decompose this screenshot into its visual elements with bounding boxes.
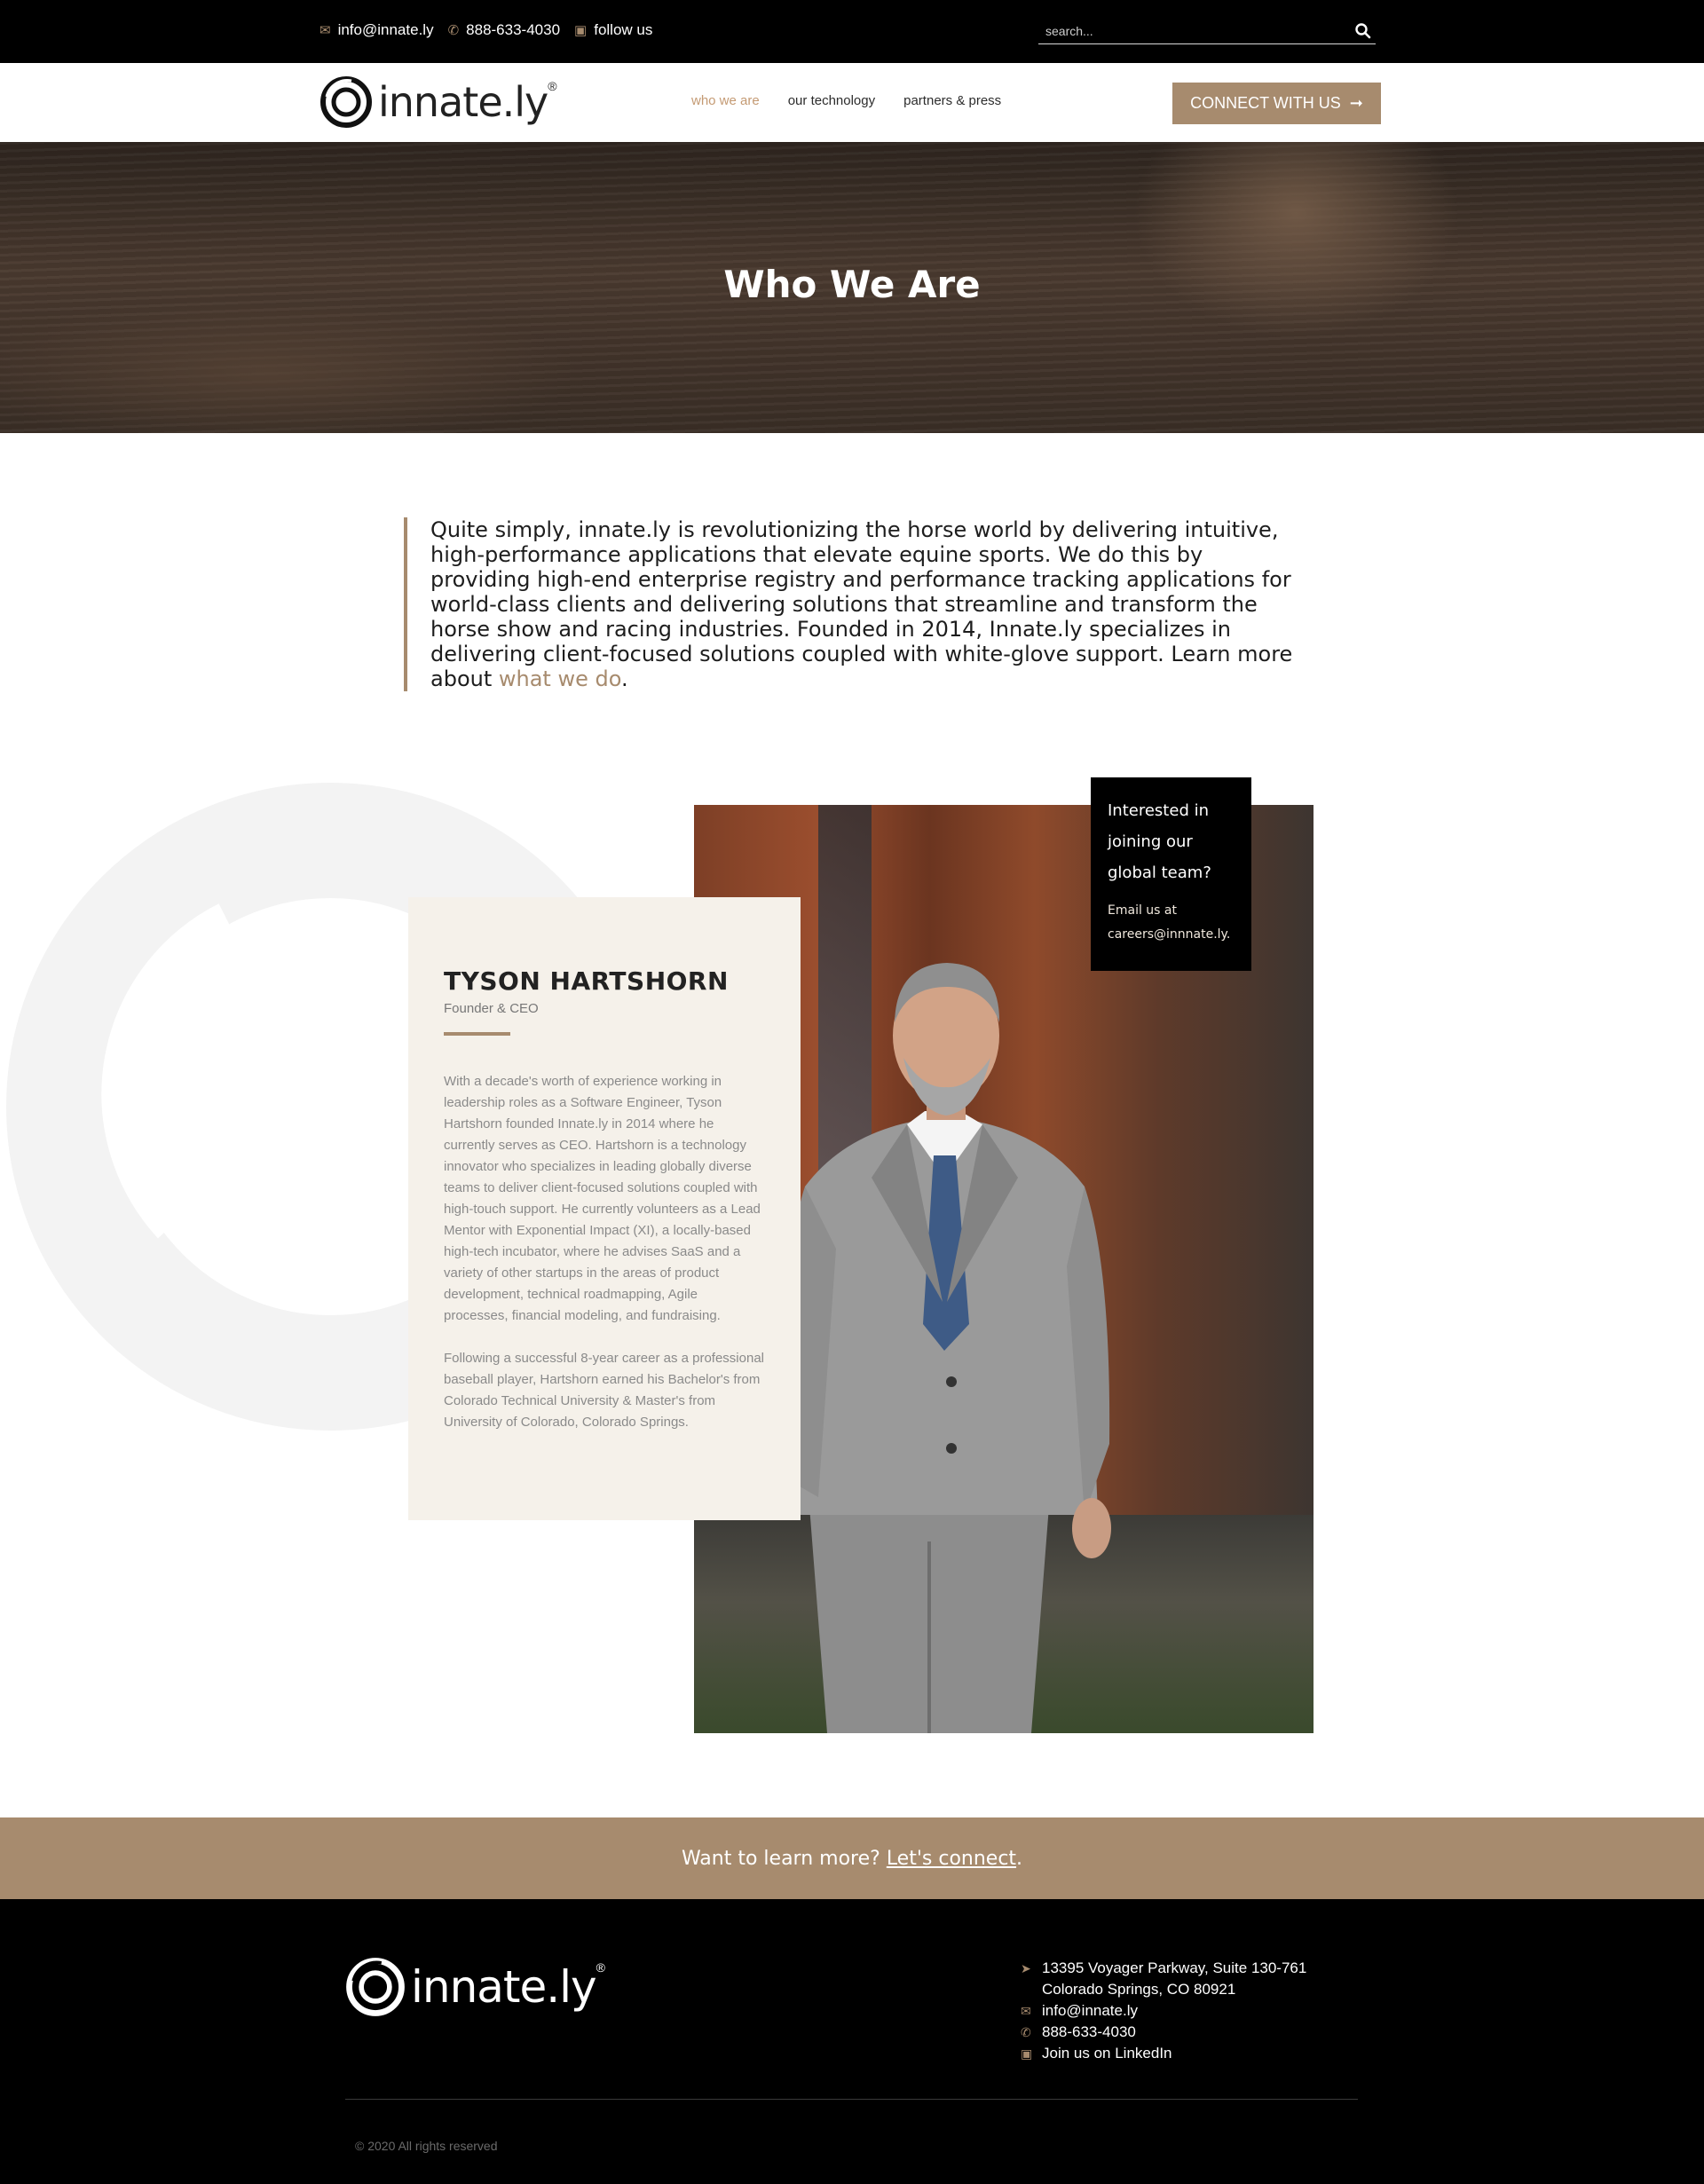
cta-band <box>0 1817 1704 1899</box>
footer-address-line-2: Colorado Springs, CO 80921 <box>1042 1981 1236 1998</box>
intro-quote <box>404 517 1309 691</box>
envelope-icon: ✉ <box>320 22 331 38</box>
footer-email-text: info@innate.ly <box>1042 2002 1138 2019</box>
bio-paragraph-2: Following a successful 8-year career as a professional baseball player, Hartshorn earned his Bachelor's from Colorado Technical University & Master's from University of Colorado, Colorado Springs. <box>444 1351 765 1430</box>
top-contact <box>320 21 652 39</box>
connect-button[interactable] <box>1172 83 1381 124</box>
footer-linkedin-link[interactable] <box>1021 2043 1306 2064</box>
logo-registered: ® <box>548 79 557 93</box>
footer-divider <box>345 2099 1358 2100</box>
search-box <box>1038 20 1376 44</box>
cta-end: . <box>1016 1847 1023 1870</box>
top-follow-link[interactable] <box>574 21 652 39</box>
footer <box>0 1899 1704 2184</box>
cta-text: Want to learn more? <box>681 1847 880 1870</box>
nav-partners-press[interactable]: partners & press <box>903 93 1002 108</box>
linkedin-icon: ▣ <box>574 22 588 38</box>
footer-phone-text: 888-633-4030 <box>1042 2023 1136 2040</box>
linkedin-icon: ▣ <box>1021 2046 1033 2061</box>
bio-paragraph-1: With a decade's worth of experience working in leadership roles as a Software Engineer, Tyson Hartshorn founded Innate.ly in 2014 where he currently serves as CEO. Hartshorn is a technology innovator who specializes in leading globally diverse teams to deliver client-focused solutions coupled with high-touch support. He currently volunteers as a Lead Mentor with Exponential Impact (XI), a locally-based high-tech incubator, where he advises SaaS and a variety of other startups in the areas of product development, technical roadmapping, Agile processes, financial modeling, and fundraising. <box>444 1074 761 1323</box>
footer-address <box>1021 1958 1306 1979</box>
footer-phone-link[interactable] <box>1021 2022 1306 2043</box>
top-phone-text: 888-633-4030 <box>466 21 561 38</box>
careers-box <box>1091 777 1251 971</box>
nav-our-technology[interactable]: our technology <box>787 93 876 108</box>
footer-address-2 <box>1021 1979 1306 2000</box>
lets-connect-link[interactable]: Let's connect <box>886 1847 1017 1870</box>
copyright: © 2020 All rights reserved <box>355 2139 498 2153</box>
spacer <box>1021 1979 1035 2000</box>
hero-banner <box>0 142 1704 433</box>
top-bar <box>0 0 1704 63</box>
founder-name: TYSON HARTSHORN <box>444 966 729 996</box>
footer-address-line-1: 13395 Voyager Parkway, Suite 130-761 <box>1042 1959 1307 1976</box>
footer-logo-registered: ® <box>596 1960 605 1975</box>
footer-contact <box>1021 1958 1306 2064</box>
top-follow-text: follow us <box>594 21 653 38</box>
logo-mark-icon <box>345 1957 406 2017</box>
page-title: Who We Are <box>723 263 981 306</box>
logo-wordmark: innate.ly <box>378 78 548 126</box>
footer-linkedin-text: Join us on LinkedIn <box>1042 2045 1172 2062</box>
phone-icon: ✆ <box>1021 2025 1031 2039</box>
what-we-do-link[interactable]: what we do <box>498 666 621 691</box>
bio-divider <box>444 1032 510 1036</box>
founder-role: Founder & CEO <box>444 1001 539 1016</box>
top-phone-link[interactable] <box>448 21 560 39</box>
intro-text: Quite simply, innate.ly is revolutionizing the horse world by delivering intuitive, high-performance applications that elevate equine sports. We do this by providing high-end enterprise registry and performance tracking applications for world-class clients and delivering solutions that streamline and transform the horse show and racing industries. Founded in 2014, Innate.ly specializes in delivering client-focused solutions coupled with white-glove support. Learn more about <box>430 517 1293 691</box>
footer-email-link[interactable] <box>1021 2000 1306 2022</box>
top-email-link[interactable] <box>320 21 434 39</box>
logo-mark-icon <box>320 75 373 129</box>
phone-icon: ✆ <box>447 22 460 38</box>
footer-logo[interactable] <box>345 1957 605 2017</box>
nav-who-we-are[interactable]: who we are <box>691 93 760 108</box>
top-email-text: info@innate.ly <box>337 21 434 38</box>
main-nav <box>0 63 1704 142</box>
search-icon[interactable] <box>1354 22 1372 40</box>
nav-links <box>691 93 1001 108</box>
envelope-icon: ✉ <box>1021 2004 1031 2018</box>
careers-question: Interested in joining our global team? <box>1108 801 1211 882</box>
footer-logo-wordmark: innate.ly <box>411 1961 596 2013</box>
search-input[interactable] <box>1038 20 1331 43</box>
location-icon: ➤ <box>1021 1961 1031 1975</box>
header-logo[interactable] <box>320 75 557 129</box>
connect-button-label: CONNECT WITH US <box>1190 94 1341 112</box>
intro-end: . <box>620 666 628 691</box>
arrow-right-icon: ➞ <box>1349 94 1363 112</box>
careers-email-link[interactable]: Email us at careers@innnate.ly. <box>1108 903 1231 942</box>
founder-bio-card <box>408 897 801 1520</box>
